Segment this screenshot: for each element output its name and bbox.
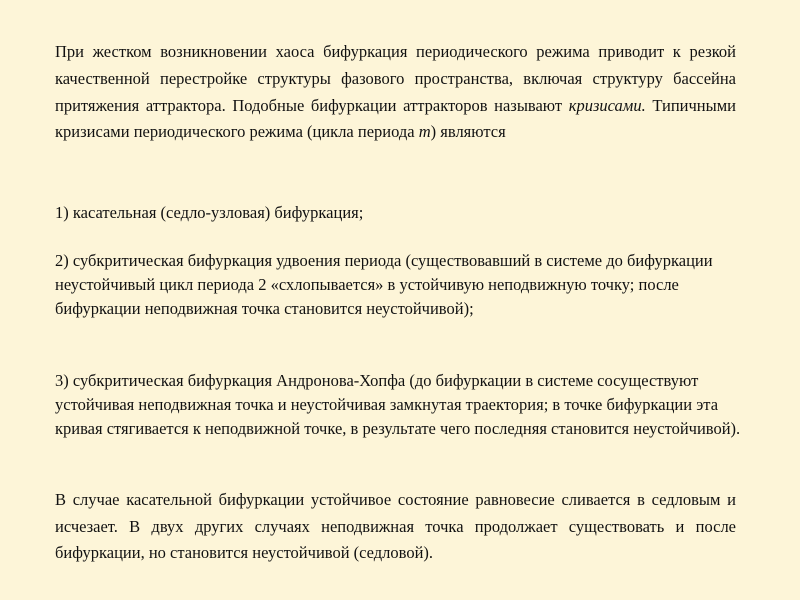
closing-paragraph: В случае касательной бифуркации устойчивое состояние равновесие сливается в седловым и исчезает. В двух других случаях неподвижная точка продолжает существовать и после бифуркации, но становится неустойчивой (седловой). (55, 490, 736, 562)
period-variable: m (418, 122, 431, 142)
list-item-period-doubling: 2) субкритическая бифуркация удвоения периода (существовавший в системе до бифуркации неустойчивый цикл периода 2 «схлопывается» в устойчивую неподвижную точку; после бифуркации неподвижная точка становится неустойчивой); (55, 251, 713, 318)
list-item-andronov-hopf: 3) субкритическая бифуркация Андронова-Хопфа (до бифуркации в системе сосуществуют устойчивая неподвижная точка и неустойчивая замкнутая траектория; в точке бифуркации эта кривая стягивается к неподвижной точке, в результате чего последняя становится неустойчивой). (55, 371, 741, 438)
term-crises: кризисами. (568, 95, 646, 115)
list-item-tangent-bifurcation: 1) касательная (седло-узловая) бифуркация; (55, 203, 364, 222)
intro-text-part1: При жестком возникновении хаоса бифуркация периодического режима приводит к резкой качественной перестройке структуры фазового пространства, включая структуру бассейна притяжения аттрактора. Подобные бифуркации аттракторов называют (55, 42, 736, 115)
intro-text-part2: Типичными кризисами периодического режима (цикла периода (55, 95, 736, 142)
intro-text-part3: ) являются (430, 122, 506, 142)
intro-paragraph (55, 39, 736, 146)
